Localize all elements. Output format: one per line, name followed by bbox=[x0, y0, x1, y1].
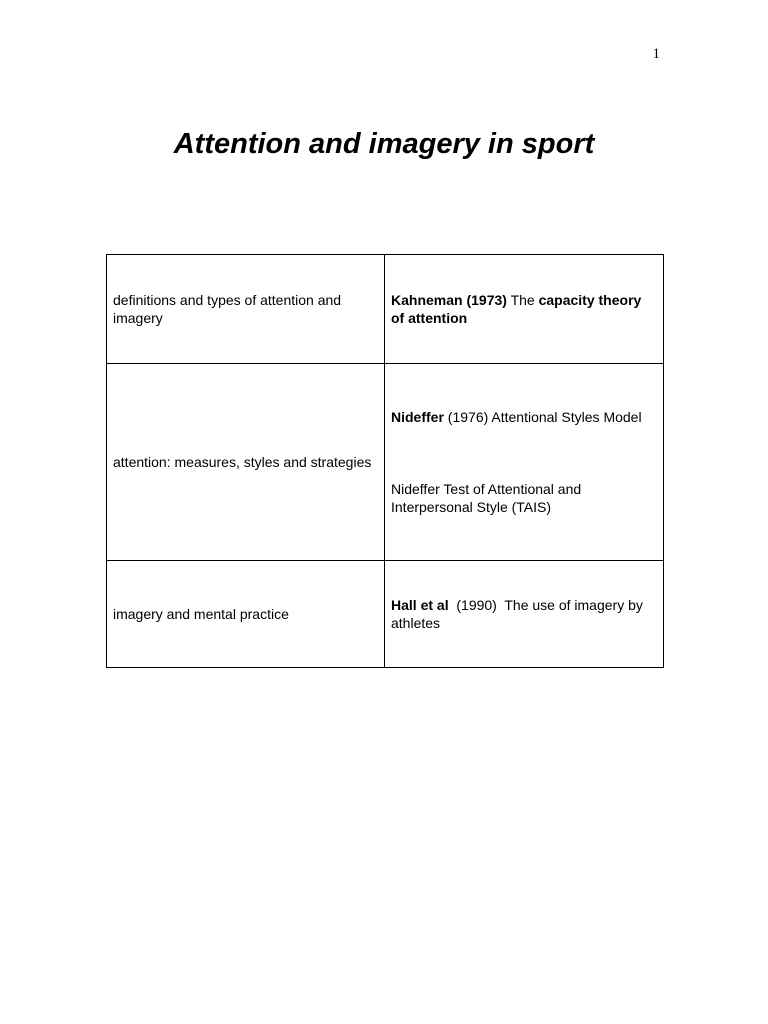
document-title: Attention and imagery in sport bbox=[173, 128, 595, 160]
ref-author: Hall et al bbox=[391, 597, 449, 613]
page-number: 1 bbox=[652, 46, 660, 62]
reference-kahneman bbox=[391, 291, 657, 327]
topic-cell bbox=[107, 561, 385, 668]
reference-cell bbox=[385, 364, 664, 561]
ref-text: Nideffer Test of Attentional and Interpersonal Style (TAIS) bbox=[391, 481, 582, 515]
ref-text: (1990) The use of imagery by athletes bbox=[391, 597, 647, 631]
topic-text: imagery and mental practice bbox=[113, 606, 289, 622]
reference-cell bbox=[385, 561, 664, 668]
ref-author: Kahneman (1973) bbox=[391, 292, 507, 308]
table-row bbox=[107, 364, 664, 561]
ref-author: Nideffer bbox=[391, 409, 444, 425]
topic-cell bbox=[107, 364, 385, 561]
topic-text: attention: measures, styles and strategies bbox=[113, 454, 372, 470]
table-row bbox=[107, 561, 664, 668]
ref-text: (1976) Attentional Styles Model bbox=[443, 409, 642, 425]
reference-cell bbox=[385, 255, 664, 364]
reference-nideffer-tais bbox=[391, 480, 657, 516]
ref-text: The bbox=[506, 292, 539, 308]
ref-title: capacity theory of attention bbox=[391, 292, 642, 326]
table-row bbox=[107, 255, 664, 364]
reference-hall bbox=[391, 596, 657, 632]
topic-cell bbox=[107, 255, 385, 364]
topic-text: definitions and types of attention and imagery bbox=[113, 292, 342, 326]
reference-spacer bbox=[391, 426, 657, 480]
topics-table bbox=[106, 254, 664, 668]
reference-nideffer-model bbox=[391, 408, 657, 426]
